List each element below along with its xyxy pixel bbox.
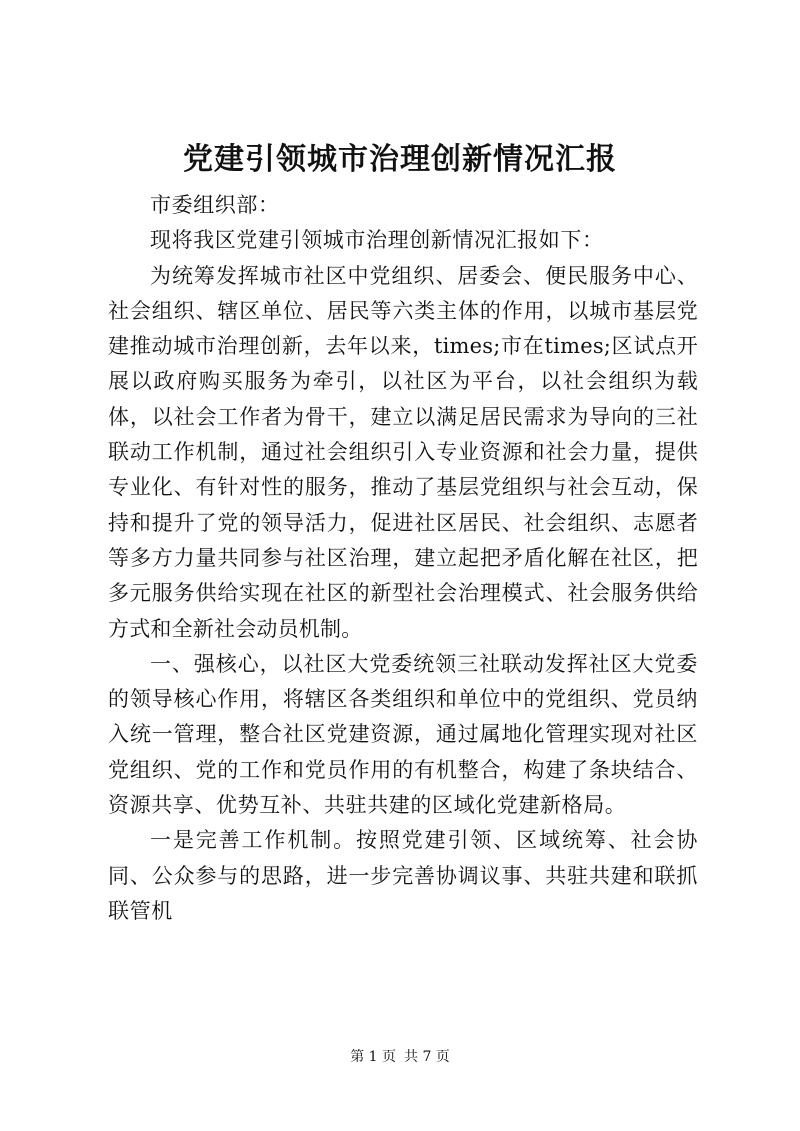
document-title: 党建引领城市治理创新情况汇报 [183,142,617,177]
document-body [108,188,698,929]
intro-paragraph: 现将我区党建引领城市治理创新情况汇报如下： [150,228,604,253]
section-one-paragraph: 一、强核心，以社区大党委统领三社联动发挥社区大党委的领导核心作用，将辖区各类组织和单位中的党组织、党员纳入统一管理，整合社区党建资源，通过属地化管理实现对社区党组织、党的工作和党员作用的有机整合，构建了条块结合、资源共享、优势互补、共驻共建的区域化党建新格局。 [108,651,698,818]
salutation: 市委组织部： [150,193,280,217]
page-total: 共 7 页 [404,1049,450,1065]
overview-paragraph: 为统筹发挥城市社区中党组织、居委会、便民服务中心、社会组织、辖区单位、居民等六类主体的作用，以城市基层党建推动城市治理创新，去年以来，times;市在times;区试点开展以政府购买服务为牵引，以社区为平台，以社会组织为载体，以社会工作者为骨干，建立以满足居民需求为导向的三社联动工作机制，通过社会组织引入专业资源和社会力量，提供专业化、有针对性的服务，推动了基层党组织与社会互动，保持和提升了党的领导活力，促进社区居民、社会组织、志愿者等多方力量共同参与社区治理，建立起把矛盾化解在社区，把多元服务供给实现在社区的新型社会治理模式、社会服务供给方式和全新社会动员机制。 [108,263,698,641]
mechanism-paragraph: 一是完善工作机制。按照党建引领、区域统筹、社会协同、公众参与的思路，进一步完善协调议事、共驻共建和联抓联管机 [108,828,698,923]
page-footer [0,1047,800,1067]
page-number: 第 1 页 [350,1049,396,1065]
